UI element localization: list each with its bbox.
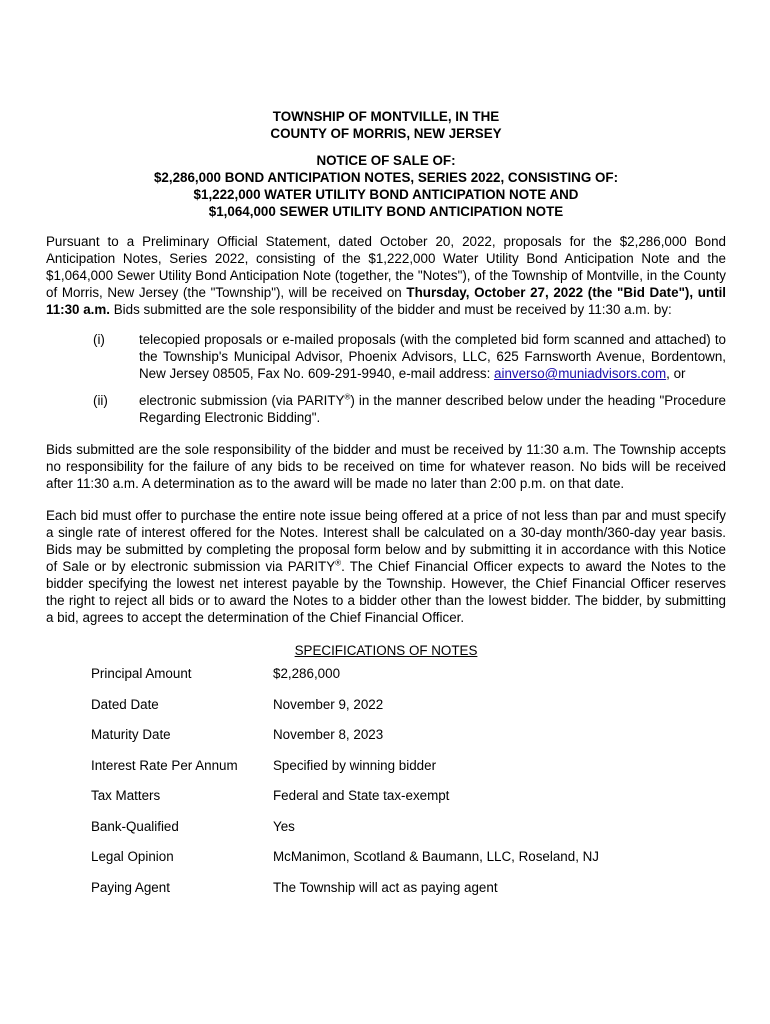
list-item-number: (i) xyxy=(93,332,105,347)
list-item xyxy=(46,392,726,426)
registered-mark: ® xyxy=(335,558,342,568)
spec-value: The Township will act as paying agent xyxy=(273,879,498,895)
intro-text-after: Bids submitted are the sole responsibility of the bidder and must be received by 11:30 a.m. by: xyxy=(110,302,672,317)
list-item-tail: ) in the manner described below under the heading "Procedure Regarding Electronic Bidding". xyxy=(139,393,726,425)
township-header xyxy=(46,108,726,142)
bid-requirements-text-after: . The Chief Financial Officer expects to award the Notes to the bidder specifying the lowest net interest payable by the Township. However, the Chief Financial Officer reserves the right to reject all bids or to award the Notes to a bidder other than the lowest bidder. The bidder, by submitting a bid, agrees to accept the determination of the Chief Financial Officer. xyxy=(46,559,726,625)
notice-line2: $2,286,000 BOND ANTICIPATION NOTES, SERIES 2022, CONSISTING OF: xyxy=(153,170,619,185)
township-header-line2: COUNTY OF MORRIS, NEW JERSEY xyxy=(270,126,502,141)
spec-label: Paying Agent xyxy=(91,879,170,895)
list-item xyxy=(46,331,726,382)
spec-row xyxy=(46,787,726,818)
spec-value: $2,286,000 xyxy=(273,666,341,681)
bid-date-bold: Thursday, October 27, 2022 (the "Bid Date"), until 11:30 a.m. xyxy=(46,285,727,317)
notice-line3: $1,222,000 WATER UTILITY BOND ANTICIPATION NOTE AND xyxy=(193,187,579,202)
list-item-body: electronic submission (via PARITY xyxy=(139,393,345,408)
bid-requirements-text: Each bid must offer to purchase the entire note issue being offered at a price of not less than par and must specify a single rate of interest offered for the Notes. Interest shall be calculated on a 30-day month/360-day year basis. Bids may be submitted by completing the proposal form below and by submitting it in accordance with this Notice of Sale or by electronic submission via PARITY xyxy=(46,508,726,574)
notice-line1: NOTICE OF SALE OF: xyxy=(316,153,456,168)
email-link[interactable]: ainverso@muniadvisors.com xyxy=(494,366,667,381)
list-item-text xyxy=(139,392,726,426)
spec-row xyxy=(46,665,726,696)
specifications-title: SPECIFICATIONS OF NOTES xyxy=(294,643,478,658)
spec-label: Interest Rate Per Annum xyxy=(91,757,238,773)
spec-label: Tax Matters xyxy=(91,788,161,803)
spec-row xyxy=(46,818,726,849)
spec-row xyxy=(46,848,726,879)
spec-value: Federal and State tax-exempt xyxy=(273,788,450,803)
notice-line4: $1,064,000 SEWER UTILITY BOND ANTICIPATION NOTE xyxy=(208,204,564,219)
spec-value: November 8, 2023 xyxy=(273,727,384,742)
spec-value: Yes xyxy=(273,818,295,834)
spec-value: McManimon, Scotland & Baumann, LLC, Roseland, NJ xyxy=(273,849,599,864)
intro-text: Pursuant to a Preliminary Official Statement, dated October 20, 2022, proposals for the $2,286,000 Bond Anticipation Notes, Series 2022, consisting of the $1,222,000 Water Utility Bond Anticipation Note and the $1,064,000 Sewer Utility Bond Anticipation Note (together, the "Notes"), of the Township of Montville, in the County of Morris, New Jersey (the "Township"), will be received on xyxy=(46,234,726,300)
list-item-text xyxy=(139,331,726,382)
list-item-body: telecopied proposals or e-mailed proposals (with the completed bid form scanned and attached) to the Township's Municipal Advisor, Phoenix Advisors, LLC, 625 Farnsworth Avenue, Bordentown, New Jersey 08505, Fax No. 609-291-9940, e-mail address: xyxy=(139,332,726,381)
notice-of-sale-header xyxy=(46,152,726,220)
spec-row xyxy=(46,757,726,788)
responsibility-paragraph: Bids submitted are the sole responsibility of the bidder and must be received by 11:30 a.m. The Township accepts no responsibility for the failure of any bids to be received on time for whatever reason. No bids will be received after 11:30 a.m. A determination as to the award will be made no later than 2:00 p.m. on that date. xyxy=(46,442,726,491)
spec-label: Maturity Date xyxy=(91,727,171,742)
spec-label: Bank-Qualified xyxy=(91,818,179,834)
spec-label: Dated Date xyxy=(91,696,159,712)
list-item-number: (ii) xyxy=(93,393,108,408)
township-header-line1: TOWNSHIP OF MONTVILLE, IN THE xyxy=(272,109,500,124)
registered-mark: ® xyxy=(344,392,351,402)
bid-requirements-paragraph xyxy=(46,507,726,626)
spec-value: November 9, 2022 xyxy=(273,696,384,712)
spec-row xyxy=(46,726,726,757)
spec-row xyxy=(46,696,726,727)
spec-label: Principal Amount xyxy=(91,666,192,681)
list-item-tail: , or xyxy=(666,366,686,381)
spec-row xyxy=(46,879,726,910)
intro-paragraph xyxy=(46,233,726,318)
spec-label: Legal Opinion xyxy=(91,849,174,864)
specifications-table xyxy=(46,665,726,909)
spec-value: Specified by winning bidder xyxy=(273,757,437,773)
submission-methods-list xyxy=(46,331,726,426)
